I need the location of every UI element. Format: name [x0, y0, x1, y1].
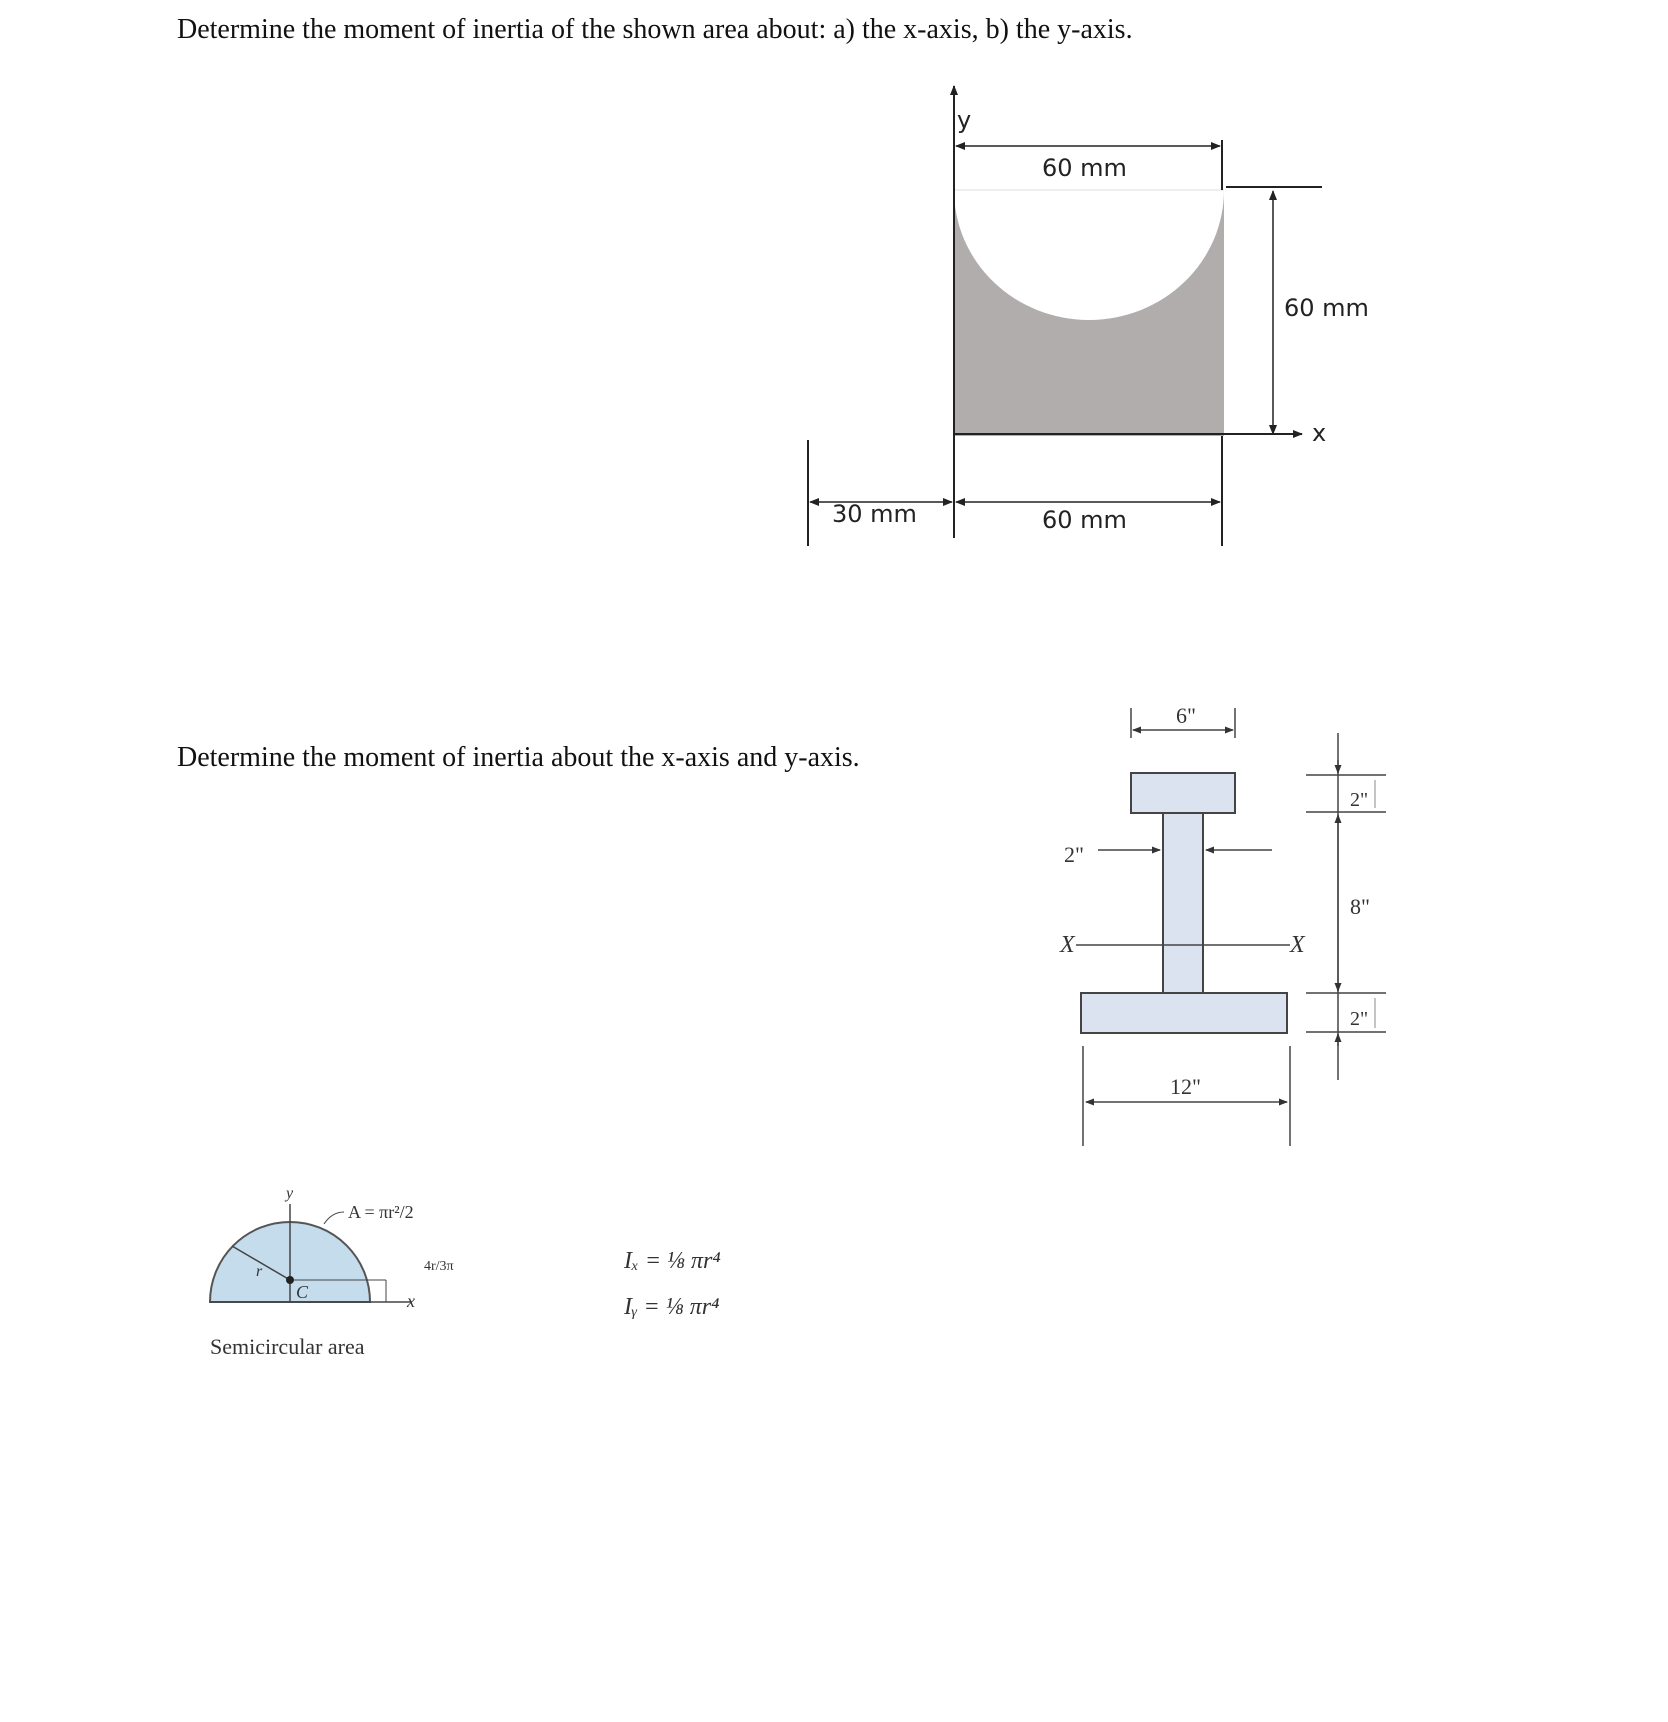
bottom-flange-thickness-label: 2" — [1350, 1008, 1369, 1030]
x-axis-label: x — [1312, 419, 1327, 447]
iy-formula: Iᵧ = ⅛ πr⁴ — [624, 1294, 720, 1320]
problem2-text: Determine the moment of inertia about the x-axis and y-axis. — [177, 742, 860, 773]
radius-label: r — [256, 1263, 263, 1280]
centroid-dot — [286, 1276, 294, 1284]
y-axis-label: y — [957, 106, 972, 134]
x-axis-label-left: X — [1060, 932, 1075, 958]
ix-formula: Iₓ = ⅛ πr⁴ — [624, 1248, 721, 1274]
bottom-flange-width-label: 12" — [1170, 1074, 1201, 1099]
top-flange-thickness-label: 2" — [1350, 789, 1369, 811]
bottom-left-label: 30 mm — [832, 500, 917, 528]
top-flange-width-label: 6" — [1176, 703, 1196, 728]
ref-y-label: y — [286, 1185, 294, 1202]
centroid-label: C — [296, 1282, 309, 1302]
centroid-distance: 4r/3π — [424, 1259, 454, 1274]
web-height-label: 8" — [1350, 894, 1370, 919]
area-formula: A = πr²/2 — [348, 1202, 414, 1222]
problem1-text: Determine the moment of inertia of the shown area about: a) the x-axis, b) the y-axis. — [177, 14, 1133, 45]
semicircle-caption: Semicircular area — [210, 1334, 365, 1359]
web-thickness-label: 2" — [1064, 842, 1084, 867]
ref-x-label: x — [407, 1291, 415, 1311]
top-width-label: 60 mm — [1042, 154, 1127, 182]
bottom-right-label: 60 mm — [1042, 506, 1127, 534]
height-label: 60 mm — [1284, 294, 1369, 322]
x-axis-label-right: X — [1290, 932, 1305, 958]
